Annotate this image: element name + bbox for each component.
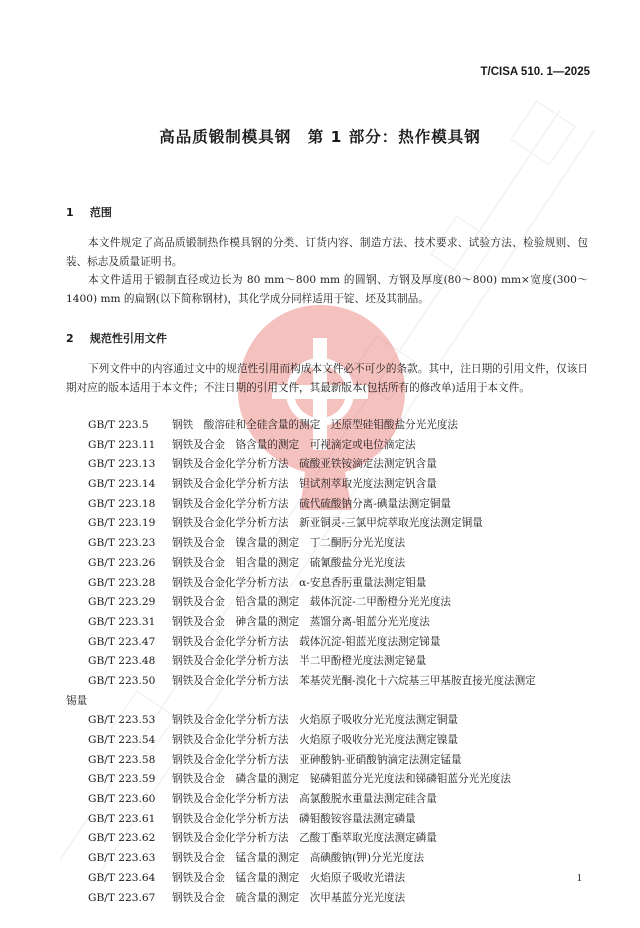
reference-item <box>66 829 594 849</box>
reference-title: 钢铁及合金化学分析方法 硫代硫酸钠分离-碘量法测定铜量 <box>172 497 452 510</box>
scope-paragraph-2: 本文件适用于锻制直径或边长为 80 mm～800 mm 的圆钢、方钢及厚度(80～800) mm×宽度(300～1400) mm 的扁钢(以下简称钢材)，其化学成分同样适用于锭、坯及其制品。 <box>66 274 588 305</box>
reference-title: 钢铁及合金 砷含量的测定 蒸馏分离-钼蓝分光光度法 <box>172 615 430 628</box>
reference-title: 钢铁及合金化学分析方法 苯基荧光酮-溴化十六烷基三甲基胺直接光度法测定 <box>172 674 536 687</box>
reference-code: GB/T 223.13 <box>88 458 156 471</box>
reference-title: 钢铁及合金 硫含量的测定 次甲基蓝分光光度法 <box>172 891 406 904</box>
reference-code: GB/T 223.18 <box>88 497 156 510</box>
reference-title: 钢铁及合金化学分析方法 乙酸丁酯萃取光度法测定磷量 <box>172 832 437 845</box>
reference-item <box>66 711 594 731</box>
reference-title: 钢铁及合金 锰含量的测定 火焰原子吸收光谱法 <box>172 871 406 884</box>
references-intro-paragraph: 下列文件中的内容通过文中的规范性引用而构成本文件必不可少的条款。其中，注日期的引用文件，仅该日期对应的版本适用于本文件；不注日期的引用文件，其最新版本(包括所有的修改单)适用于本文件。 <box>66 363 588 394</box>
section-title: 规范性引用文件 <box>89 332 167 345</box>
reference-item <box>66 889 594 909</box>
reference-title: 钢铁及合金化学分析方法 高氯酸脱水重量法测定硅含量 <box>172 793 437 806</box>
reference-item <box>66 770 594 790</box>
reference-code: GB/T 223.11 <box>88 438 156 451</box>
reference-title: 钢铁及合金化学分析方法 硫酸亚铁铵滴定法测定钒含量 <box>172 458 437 471</box>
section-number: 2 <box>66 332 74 345</box>
reference-title: 钢铁及合金化学分析方法 新亚铜灵-三氯甲烷萃取光度法测定铜量 <box>172 517 483 530</box>
reference-item <box>66 475 594 495</box>
reference-code: GB/T 223.5 <box>88 419 149 431</box>
reference-list <box>66 416 594 908</box>
reference-code: GB/T 223.29 <box>88 596 156 609</box>
reference-title: 钢铁 酸溶硅和全硅含量的测定 还原型硅钼酸盐分光光度法 <box>172 419 459 431</box>
reference-item <box>66 514 594 534</box>
reference-item <box>66 593 594 613</box>
section-heading-scope <box>66 204 112 220</box>
reference-item <box>66 672 594 711</box>
reference-title: 钢铁及合金 磷含量的测定 铋磷钼蓝分光光度法和锑磷钼蓝分光光度法 <box>172 773 511 786</box>
reference-code: GB/T 223.26 <box>88 556 156 569</box>
reference-title: 钢铁及合金化学分析方法 磷钼酸铵容量法测定磷量 <box>172 812 416 825</box>
reference-code: GB/T 223.67 <box>88 891 156 904</box>
reference-item <box>66 652 594 672</box>
reference-code: GB/T 223.54 <box>88 734 156 747</box>
reference-title: 钢铁及合金化学分析方法 钽试剂萃取光度法测定钒含量 <box>172 478 437 491</box>
reference-item <box>66 495 594 515</box>
reference-title: 钢铁及合金化学分析方法 亚砷酸钠-亚硝酸钠滴定法测定锰量 <box>172 753 462 766</box>
reference-code: GB/T 223.48 <box>88 655 156 668</box>
reference-item <box>66 534 594 554</box>
reference-title-continuation: 锡量 <box>66 694 88 707</box>
reference-item <box>66 436 594 456</box>
reference-title: 钢铁及合金化学分析方法 半二甲酚橙光度法测定铋量 <box>172 655 427 668</box>
section-heading-normative-references <box>66 330 167 346</box>
reference-item <box>66 554 594 574</box>
reference-item <box>66 455 594 475</box>
reference-code: GB/T 223.63 <box>88 852 156 865</box>
reference-code: GB/T 223.61 <box>88 812 156 825</box>
reference-title: 钢铁及合金 锰含量的测定 高碘酸钠(钾)分光光度法 <box>172 852 424 865</box>
reference-item <box>66 613 594 633</box>
reference-code: GB/T 223.19 <box>88 517 156 530</box>
reference-title: 钢铁及合金 钼含量的测定 硫氰酸盐分光光度法 <box>172 556 406 569</box>
reference-item <box>66 849 594 869</box>
reference-code: GB/T 223.58 <box>88 753 156 766</box>
reference-item <box>66 810 594 830</box>
reference-item <box>66 751 594 771</box>
scope-paragraph-1: 本文件规定了高品质锻制热作模具钢的分类、订货内容、制造方法、技术要求、试验方法、检验规则、包装、标志及质量证明书。 <box>66 237 588 268</box>
reference-code: GB/T 223.14 <box>88 478 156 491</box>
document-title: 高品质锻制模具钢 第 1 部分：热作模具钢 <box>159 128 481 146</box>
reference-item <box>66 790 594 810</box>
reference-code: GB/T 223.47 <box>88 635 156 648</box>
reference-code: GB/T 223.60 <box>88 793 156 806</box>
reference-item <box>66 416 594 436</box>
reference-title: 钢铁及合金化学分析方法 火焰原子吸收分光光度法测定镍量 <box>172 734 459 747</box>
reference-title: 钢铁及合金 镍含量的测定 丁二酮肟分光光度法 <box>172 537 406 550</box>
reference-title: 钢铁及合金化学分析方法 α-安息香肟重量法测定钼量 <box>172 576 427 589</box>
reference-code: GB/T 223.31 <box>88 615 156 628</box>
reference-title: 钢铁及合金 铅含量的测定 载体沉淀-二甲酚橙分光光度法 <box>172 596 452 609</box>
reference-item <box>66 574 594 594</box>
section-title: 范围 <box>89 206 112 219</box>
reference-item <box>66 869 594 889</box>
page-number: 1 <box>576 872 582 884</box>
reference-code: GB/T 223.23 <box>88 537 156 550</box>
reference-title: 钢铁及合金 铬含量的测定 可视滴定或电位滴定法 <box>172 438 416 451</box>
reference-title: 钢铁及合金化学分析方法 火焰原子吸收分光光度法测定铜量 <box>172 714 459 727</box>
reference-item <box>66 633 594 653</box>
reference-item <box>66 731 594 751</box>
reference-code: GB/T 223.28 <box>88 576 156 589</box>
reference-code: GB/T 223.59 <box>88 773 156 786</box>
reference-code: GB/T 223.53 <box>88 714 156 727</box>
document-code: T/CISA 510. 1—2025 <box>480 66 590 78</box>
reference-code: GB/T 223.50 <box>88 674 156 687</box>
reference-code: GB/T 223.62 <box>88 832 156 845</box>
reference-title: 钢铁及合金化学分析方法 载体沉淀-钼蓝光度法测定锑量 <box>172 635 441 648</box>
reference-code: GB/T 223.64 <box>88 871 156 884</box>
section-number: 1 <box>66 206 74 219</box>
